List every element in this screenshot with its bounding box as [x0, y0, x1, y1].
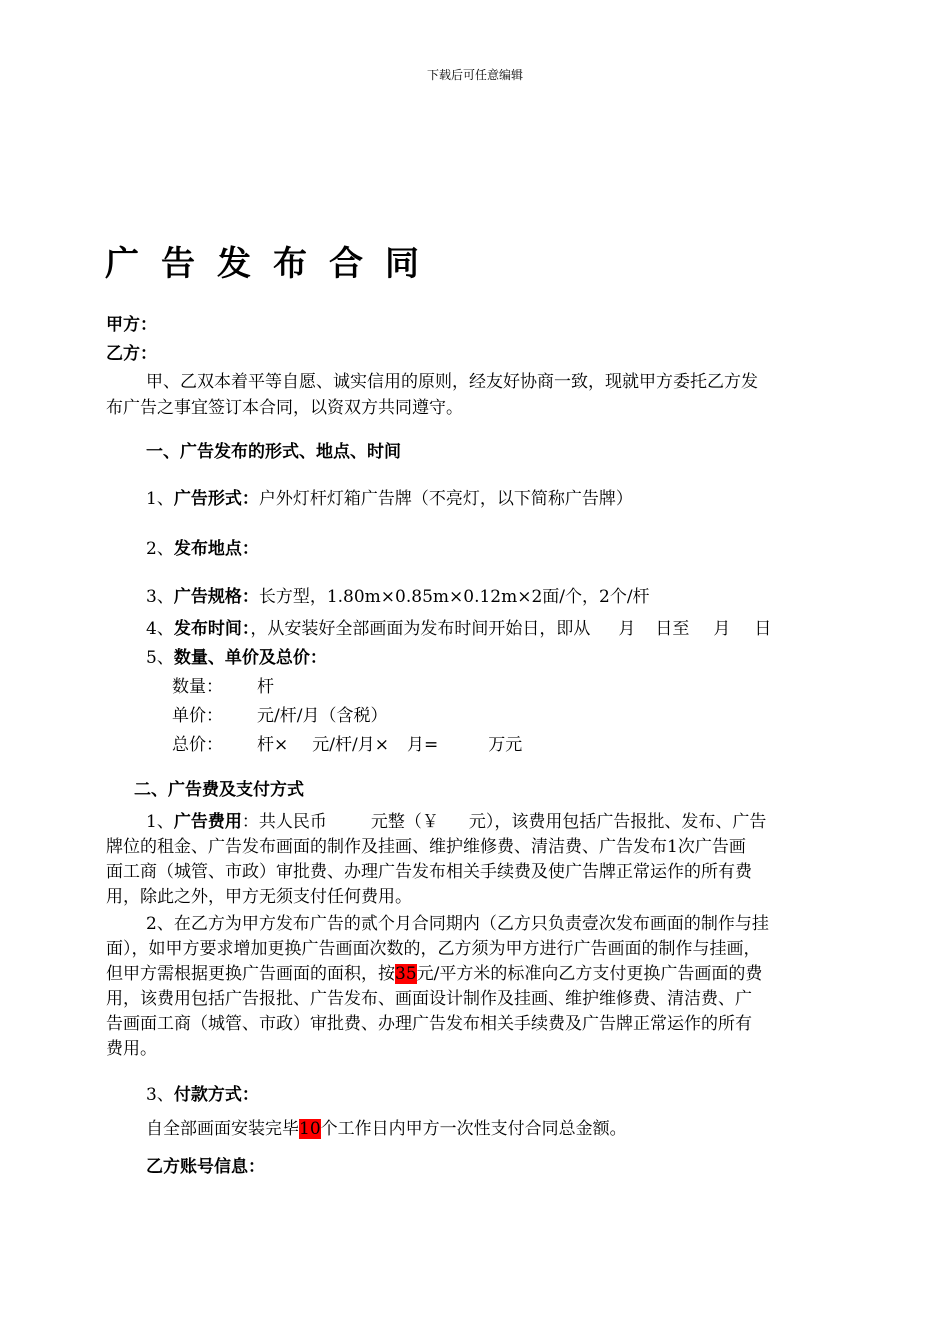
fee-2-line-2: 面），如甲方要求增加更换广告画面次数的，乙方须为甲方进行广告画面的制作与挂画，: [106, 939, 761, 959]
party-a-label: 甲方：: [106, 315, 157, 335]
item-1: [146, 487, 633, 511]
fee-2-line-5: 告画面工商（城管、市政）审批费、办理广告发布相关手续费及广告牌正常运作的所有: [106, 1014, 752, 1034]
fee-2-line-4: 用，该费用包括广告报批、广告发布、画面设计制作及挂画、维护维修费、清洁费、广: [106, 989, 752, 1009]
item-1-number: 1、: [146, 489, 174, 509]
section-1-heading: 一、广告发布的形式、地点、时间: [146, 442, 401, 462]
item-4-day-1: 日至: [655, 619, 690, 639]
item-2-label: 发布地点：: [173, 539, 259, 559]
total-price-label: 总价：: [172, 735, 223, 755]
item-5-number: 5、: [146, 648, 174, 668]
total-poles: 杆×: [257, 735, 289, 755]
payment-number: 3、: [146, 1085, 174, 1105]
item-3-value: 长方型，1.80m×0.85m×0.12m×2面/个，2个/杆: [258, 587, 650, 607]
total-months: 月=: [406, 735, 439, 755]
item-2: [146, 537, 259, 561]
item-1-label: 广告形式：: [173, 489, 259, 509]
fee-2-text-a: 但甲方需根据更换广告画面的面积，按: [106, 964, 395, 984]
party-b-label: 乙方：: [106, 344, 157, 364]
item-4-month-2: 月: [713, 619, 731, 639]
fee-1-number: 1、: [146, 812, 174, 832]
section-2-heading: 二、广告费及支付方式: [134, 780, 304, 800]
fee-2-line-3: [106, 962, 762, 986]
fee-1-line-2: 牌位的租金、广告发布画面的制作及挂画、维护维修费、清洁费、广告发布1次广告画: [106, 837, 746, 857]
item-3-label: 广告规格：: [173, 587, 259, 607]
fee-2-text-b: 元/平方米的标准向乙方支付更换广告画面的费: [416, 964, 763, 984]
payment-heading: [146, 1083, 259, 1107]
payment-text-a: 自全部画面安装完毕: [146, 1119, 299, 1139]
intro-line-1: 甲、乙双本着平等自愿、诚实信用的原则，经友好协商一致，现就甲方委托乙方发: [146, 372, 758, 392]
item-4-month-1: 月: [618, 619, 636, 639]
item-5: [146, 646, 327, 670]
document-title: 广告发布合同: [105, 244, 441, 284]
item-3: [146, 585, 650, 609]
fee-2-line-6: 费用。: [106, 1039, 157, 1059]
header-note: 下载后可任意编辑: [426, 68, 523, 82]
fee-1-text-a: ：共人民币: [241, 812, 327, 832]
fee-1-line-1: [146, 810, 766, 834]
unit-price-row: [172, 704, 387, 728]
fee-1-text-c: 元），该费用包括广告报批、发布、广告: [468, 812, 767, 832]
total-price-row: [172, 733, 522, 757]
payment-text: [146, 1117, 627, 1141]
item-5-label: 数量、单价及总价：: [173, 648, 327, 668]
fee-1-text-b: 元整（￥: [370, 812, 439, 832]
quantity-row: [172, 675, 274, 699]
intro-line-2: 布广告之事宜签订本合同，以资双方共同遵守。: [106, 398, 463, 418]
payment-highlight-days: 10: [299, 1119, 321, 1139]
item-4-day-2: 日: [754, 619, 772, 639]
unit-price-unit: 元/杆/月（含税）: [257, 706, 388, 726]
fee-2-line-1: 2、在乙方为甲方发布广告的贰个月合同期内（乙方只负责壹次发布画面的制作与挂: [146, 914, 769, 934]
unit-price-label: 单价：: [172, 706, 223, 726]
total-rate: 元/杆/月×: [312, 735, 389, 755]
item-4: [146, 617, 771, 641]
payment-label: 付款方式：: [173, 1085, 259, 1105]
item-4-label: 发布时间：: [173, 619, 251, 639]
fee-1-label: 广告费用: [173, 812, 242, 832]
account-info-label: 乙方账号信息：: [146, 1157, 265, 1177]
quantity-unit: 杆: [257, 677, 274, 697]
fee-1-line-4: 用，除此之外，甲方无须支付任何费用。: [106, 887, 412, 907]
total-amount-unit: 万元: [488, 735, 523, 755]
item-1-value: 户外灯杆灯箱广告牌（不亮灯，以下简称广告牌）: [258, 489, 633, 509]
fee-2-highlight-rate: 35: [395, 964, 417, 984]
fee-1-line-3: 面工商（城管、市政）审批费、办理广告发布相关手续费及使广告牌正常运作的所有费: [106, 862, 752, 882]
item-4-number: 4、: [146, 619, 174, 639]
payment-text-b: 个工作日内甲方一次性支付合同总金额。: [320, 1119, 627, 1139]
item-3-number: 3、: [146, 587, 174, 607]
item-2-number: 2、: [146, 539, 174, 559]
item-4-value: ，从安装好全部画面为发布时间开始日，即从: [250, 619, 591, 639]
quantity-label: 数量：: [172, 677, 223, 697]
